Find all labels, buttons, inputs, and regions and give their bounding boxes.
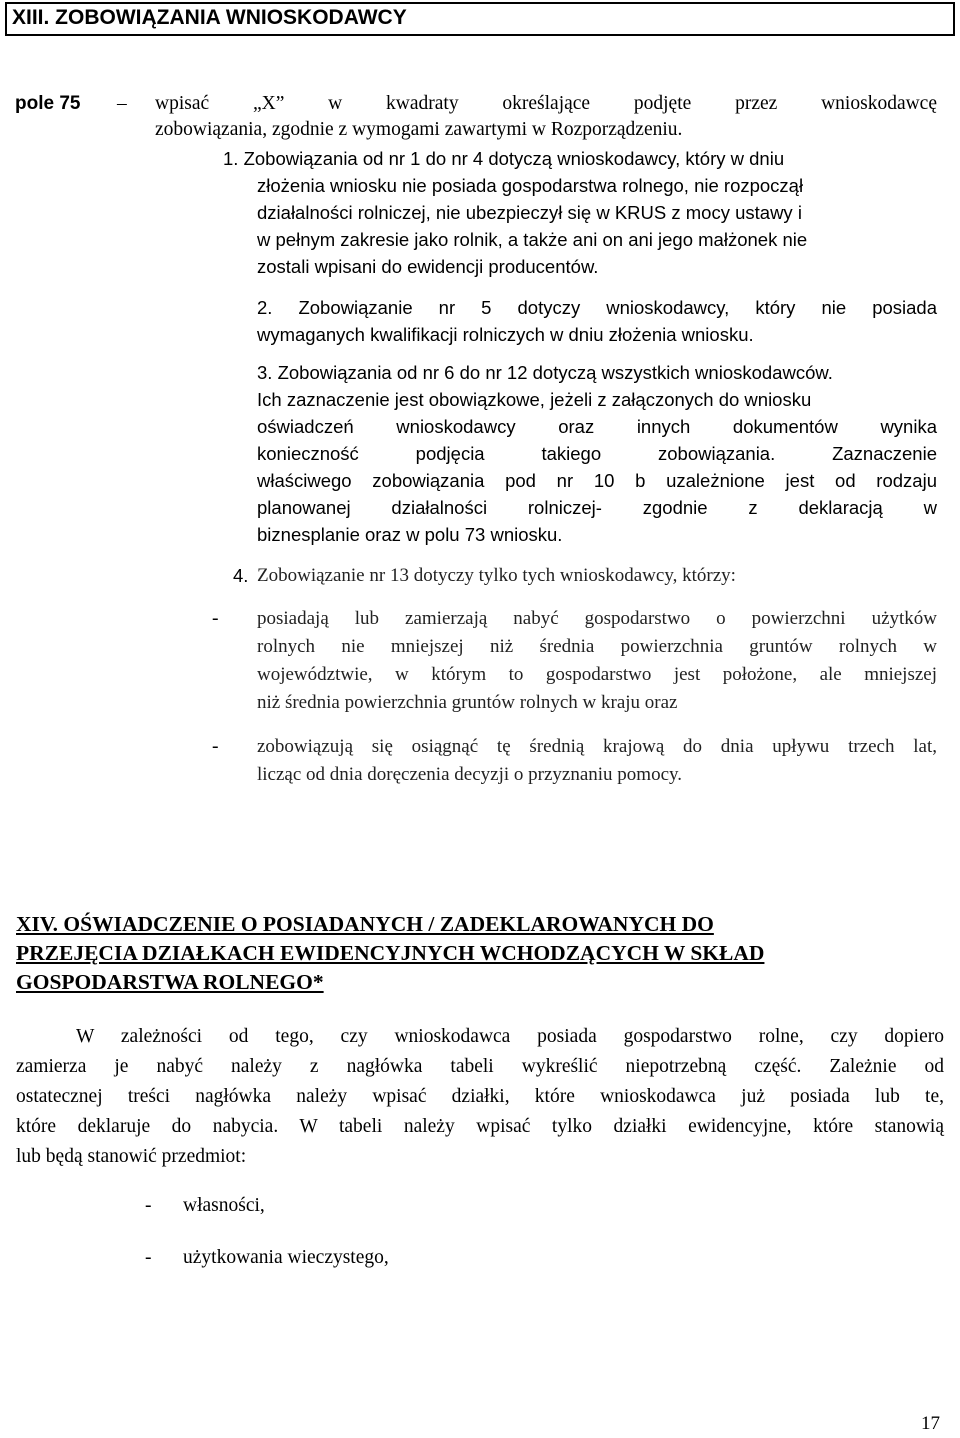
section-title: XIII. ZOBOWIĄZANIA WNIOSKODAWCY	[12, 6, 407, 29]
page-number: 17	[921, 1413, 940, 1434]
item-2-line: wymaganych kwalifikacji rolniczych w dniu złożenia wniosku.	[257, 324, 754, 345]
bullet-line: województwie, w którym to gospodarstwo jest położone, ale mniejszej	[257, 664, 937, 685]
bullet-line: rolnych nie mniejszej niż średnia powierzchnia gruntów rolnych w	[257, 636, 937, 657]
item-1-line: 1. Zobowiązania od nr 1 do nr 4 dotyczą wnioskodawcy, który w dniu	[223, 148, 785, 169]
item-2-line: 2. Zobowiązanie nr 5 dotyczy wnioskodawcy, który nie posiada	[257, 297, 937, 318]
list-dash: -	[145, 1247, 152, 1268]
list-dash: -	[145, 1195, 152, 1216]
item-4-number: 4.	[233, 565, 249, 586]
paragraph-line: lub będą stanowić przedmiot:	[16, 1146, 247, 1167]
list-item: użytkowania wieczystego,	[183, 1247, 389, 1268]
intro-line: wpisać „X” w kwadraty określające podjęte przez wnioskodawcę	[155, 93, 937, 114]
section-14-title-line: XIV. OŚWIADCZENIE O POSIADANYCH / ZADEKLAROWANYCH DO	[16, 912, 714, 936]
bullet-line: posiadają lub zamierzają nabyć gospodarstwo o powierzchni użytków	[257, 608, 937, 629]
field-label: pole 75	[15, 93, 81, 114]
bullet-dash: -	[212, 736, 219, 757]
item-3-line: planowanej działalności rolniczej- zgodnie z deklaracją w	[257, 497, 937, 518]
item-3-line: 3. Zobowiązania od nr 6 do nr 12 dotyczą wszystkich wnioskodawców.	[257, 362, 833, 383]
item-1-line: w pełnym zakresie jako rolnik, a także ani on ani jego małżonek nie	[257, 229, 808, 250]
bullet-dash: -	[212, 608, 219, 629]
item-1-line: złożenia wniosku nie posiada gospodarstwa rolnego, nie rozpoczął	[257, 175, 804, 196]
paragraph-line: W zależności od tego, czy wnioskodawca posiada gospodarstwo rolne, czy dopiero	[76, 1026, 944, 1047]
dash: –	[117, 93, 127, 114]
item-3-line: konieczność podjęcia takiego zobowiązania. Zaznaczenie	[257, 443, 937, 464]
bullet-line: zobowiązują się osiągnąć tę średnią krajową do dnia upływu trzech lat,	[257, 736, 937, 757]
section-14-title-line: PRZEJĘCIA DZIAŁKACH EWIDENCYJNYCH WCHODZĄCYCH W SKŁAD	[16, 941, 765, 965]
section-14-title	[16, 910, 764, 997]
section-14-title-line: GOSPODARSTWA ROLNEGO*	[16, 970, 324, 994]
item-1-line: działalności rolniczej, nie ubezpieczył się w KRUS z mocy ustawy i	[257, 202, 802, 223]
paragraph-line: które deklaruje do nabycia. W tabeli należy wpisać tylko działki ewidencyjne, które stanowią	[16, 1116, 944, 1137]
paragraph-line: zamierza je nabyć należy z nagłówka tabeli wykreślić niepotrzebną część. Zależnie od	[16, 1056, 944, 1077]
intro-line: zobowiązania, zgodnie z wymogami zawartymi w Rozporządzeniu.	[155, 119, 683, 140]
item-1-line: zostali wpisani do ewidencji producentów.	[257, 256, 599, 277]
bullet-line: niż średnia powierzchnia gruntów rolnych w kraju oraz	[257, 692, 678, 713]
paragraph-line: ostatecznej treści nagłówka należy wpisać działki, które wnioskodawca już posiada lub te,	[16, 1086, 944, 1107]
item-3-line: właściwego zobowiązania pod nr 10 b uzależnione jest od rodzaju	[257, 470, 937, 491]
list-item: własności,	[183, 1195, 265, 1216]
item-4-text: Zobowiązanie nr 13 dotyczy tylko tych wnioskodawcy, którzy:	[257, 565, 736, 586]
item-3-line: oświadczeń wnioskodawcy oraz innych dokumentów wynika	[257, 416, 937, 437]
item-3-line: biznesplanie oraz w polu 73 wniosku.	[257, 524, 563, 545]
item-3-line: Ich zaznaczenie jest obowiązkowe, jeżeli z załączonych do wniosku	[257, 389, 812, 410]
bullet-line: licząc od dnia doręczenia decyzji o przyznaniu pomocy.	[257, 764, 683, 785]
